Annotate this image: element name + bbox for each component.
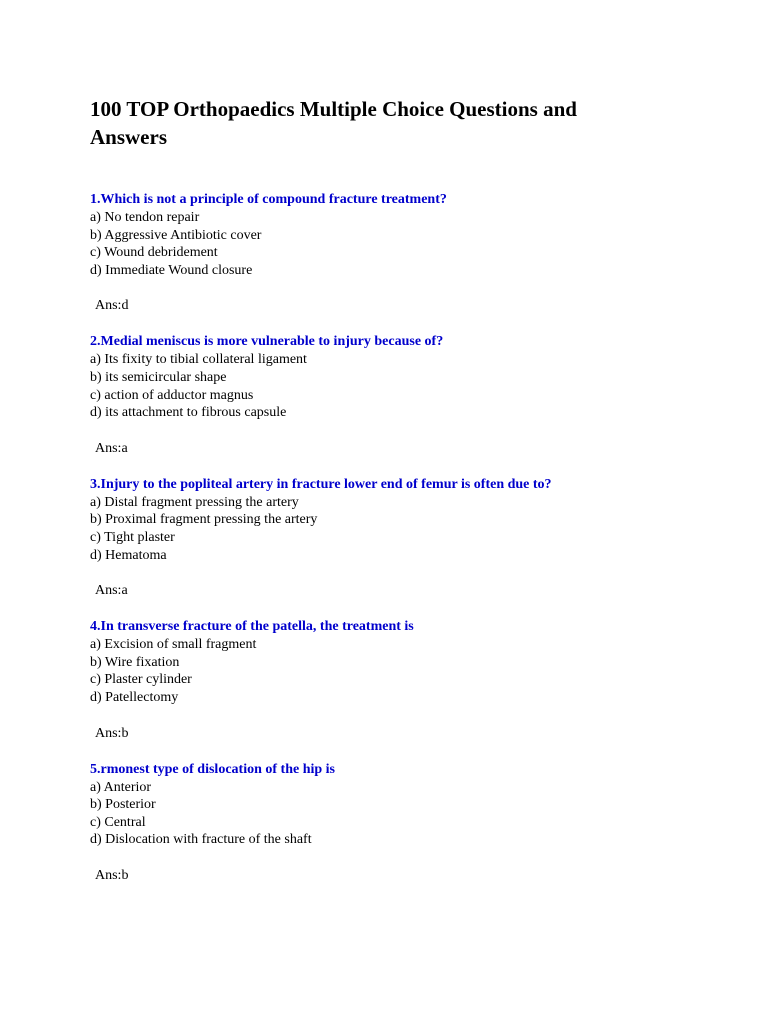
option-item: c) Plaster cylinder	[90, 672, 192, 688]
document-title: 100 TOP Orthopaedics Multiple Choice Questions and Answers	[90, 97, 577, 149]
option-item: a) No tendon repair	[90, 210, 200, 225]
option-item: b) Wire fixation	[90, 654, 180, 670]
question-text: 5.rmonest type of dislocation of the hip is	[90, 761, 335, 777]
option-item: a) Anterior	[90, 779, 152, 795]
option-item: d) its attachment to fibrous capsule	[90, 405, 287, 421]
option-list	[90, 779, 728, 849]
option-item: d) Dislocation with fracture of the shaft	[90, 832, 312, 848]
option-item: a) Distal fragment pressing the artery	[90, 494, 299, 510]
question-text: 2.Medial meniscus is more vulnerable to injury because of?	[90, 334, 444, 350]
option-item: b) Proximal fragment pressing the artery	[90, 512, 318, 528]
question-block	[90, 191, 728, 315]
option-item: d) Patellectomy	[90, 689, 179, 705]
option-item: a) Excision of small fragment	[90, 637, 257, 653]
option-list	[90, 494, 728, 564]
option-item: b) Posterior	[90, 797, 156, 813]
question-block	[90, 476, 728, 600]
question-text: 4.In transverse fracture of the patella, the treatment is	[90, 619, 414, 635]
option-item: c) Tight plaster	[90, 529, 175, 545]
answer-text: Ans:a	[95, 583, 128, 599]
option-item: d) Hematoma	[90, 547, 167, 563]
question-list	[90, 191, 728, 885]
option-item: d) Immediate Wound closure	[90, 262, 253, 278]
answer-text: Ans:a	[95, 440, 128, 456]
question-text: 3.Injury to the popliteal artery in fracture lower end of femur is often due to?	[90, 476, 552, 492]
option-item: b) its semicircular shape	[90, 369, 227, 385]
option-item: c) Central	[90, 814, 146, 830]
question-block	[90, 333, 728, 457]
option-list	[90, 636, 728, 706]
question-block	[90, 761, 728, 885]
answer-text: Ans:b	[95, 725, 129, 741]
option-list	[90, 351, 728, 421]
question-block	[90, 618, 728, 742]
option-item: b) Aggressive Antibiotic cover	[90, 227, 262, 243]
answer-text: Ans:d	[95, 298, 129, 314]
question-text: 1.Which is not a principle of compound fracture treatment?	[90, 192, 447, 207]
option-item: c) action of adductor magnus	[90, 387, 254, 403]
option-item: c) Wound debridement	[90, 245, 218, 261]
option-item: a) Its fixity to tibial collateral ligament	[90, 352, 307, 368]
answer-text: Ans:b	[95, 867, 129, 883]
option-list	[90, 209, 728, 279]
